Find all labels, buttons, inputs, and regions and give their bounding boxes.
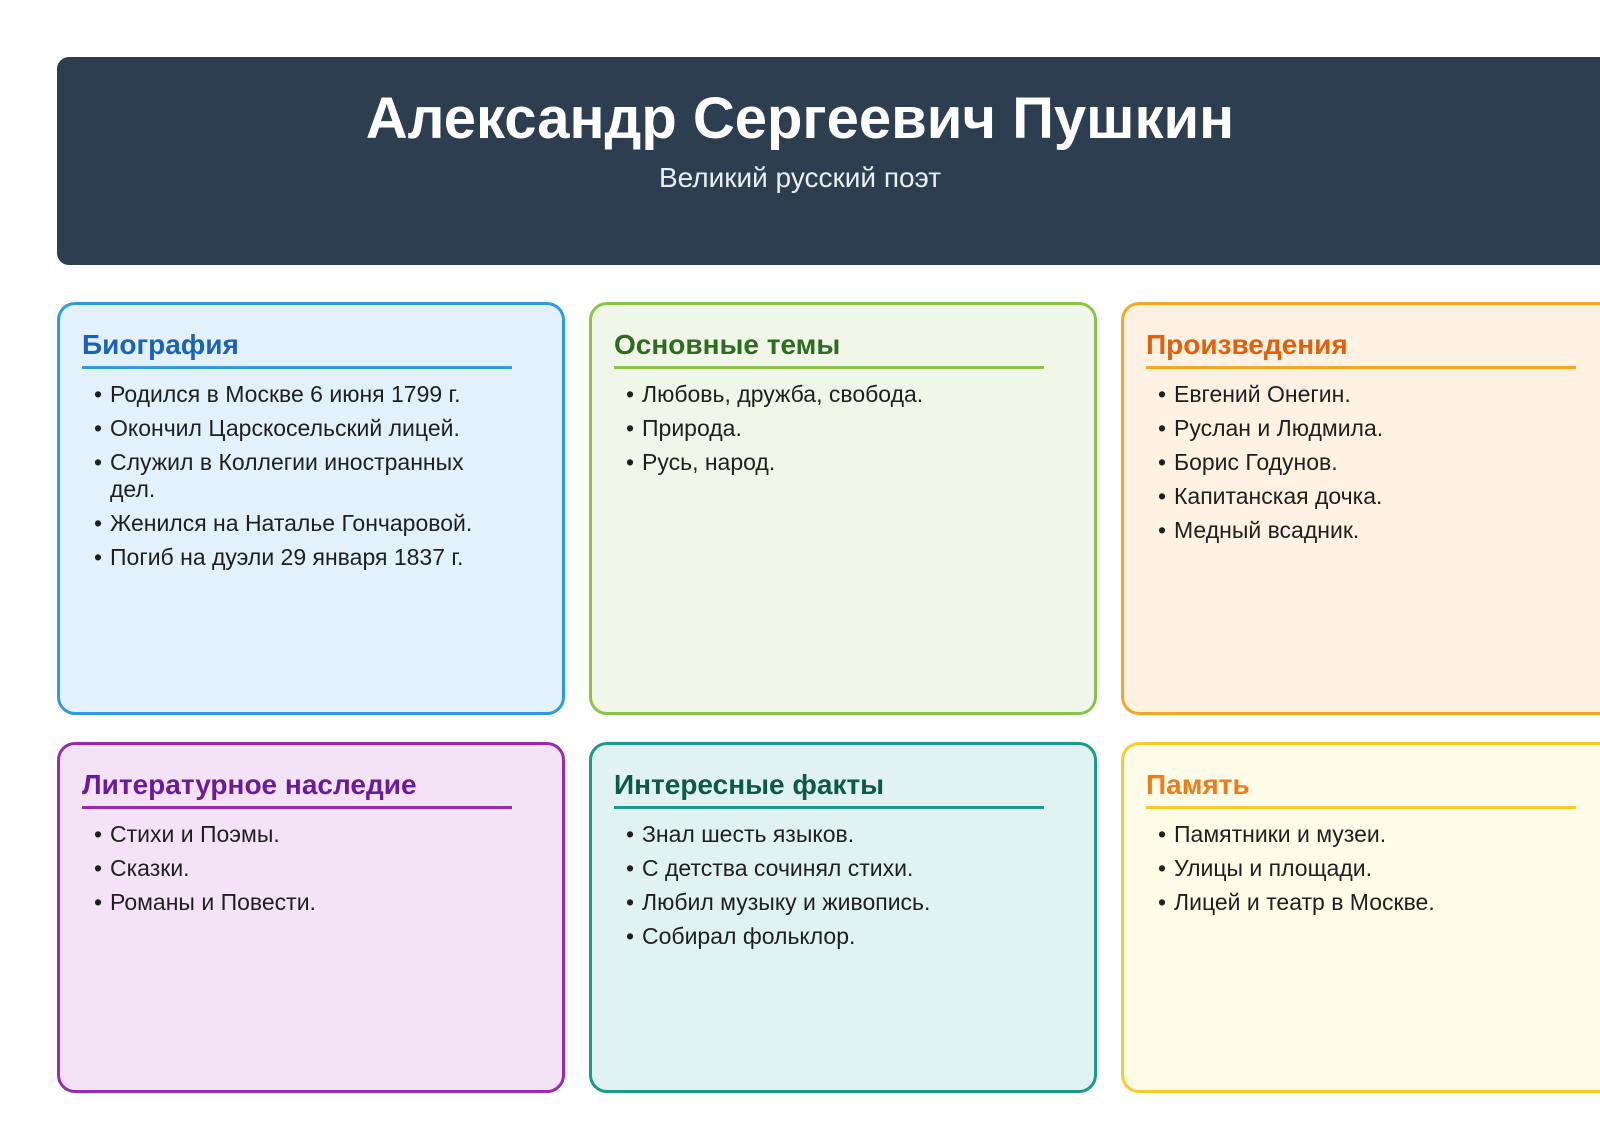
card-legacy bbox=[57, 742, 565, 1093]
list-item: • Служил в Коллегии иностранных дел. bbox=[94, 449, 514, 503]
card-list-legacy bbox=[94, 821, 514, 923]
list-item: • Лицей и театр в Москве. bbox=[1158, 889, 1578, 916]
list-item: • Окончил Царскосельский лицей. bbox=[94, 415, 514, 442]
card-list-memory bbox=[1158, 821, 1578, 923]
list-item: • Женился на Наталье Гончаровой. bbox=[94, 510, 514, 537]
page-title: Александр Сергеевич Пушкин bbox=[365, 86, 1235, 151]
list-item: • Медный всадник. bbox=[1158, 517, 1578, 544]
card-works bbox=[1121, 302, 1600, 715]
list-item: • Стихи и Поэмы. bbox=[94, 821, 514, 848]
list-item: • Погиб на дуэли 29 января 1837 г. bbox=[94, 544, 514, 571]
list-item: • Борис Годунов. bbox=[1158, 449, 1578, 476]
list-item: • Сказки. bbox=[94, 855, 514, 882]
page-subtitle: Великий русский поэт bbox=[658, 162, 942, 193]
list-item: • Родился в Москве 6 июня 1799 г. bbox=[94, 381, 514, 408]
list-item: • Знал шесть языков. bbox=[626, 821, 1046, 848]
card-list-biography bbox=[94, 381, 514, 578]
card-title-legacy: Литературное наследие bbox=[82, 765, 512, 809]
card-title-works: Произведения bbox=[1146, 325, 1576, 369]
list-item: • Любовь, дружба, свобода. bbox=[626, 381, 1046, 408]
card-title-biography: Биография bbox=[82, 325, 512, 369]
card-themes bbox=[589, 302, 1097, 715]
card-memory bbox=[1121, 742, 1600, 1093]
card-title-facts: Интересные факты bbox=[614, 765, 1044, 809]
list-item: • Природа. bbox=[626, 415, 1046, 442]
card-facts bbox=[589, 742, 1097, 1093]
list-item: • Романы и Повести. bbox=[94, 889, 514, 916]
list-item: • Улицы и площади. bbox=[1158, 855, 1578, 882]
list-item: • Русь, народ. bbox=[626, 449, 1046, 476]
card-list-themes bbox=[626, 381, 1046, 483]
list-item: • С детства сочинял стихи. bbox=[626, 855, 1046, 882]
card-title-memory: Память bbox=[1146, 765, 1576, 809]
card-list-facts bbox=[626, 821, 1046, 957]
list-item: • Собирал фольклор. bbox=[626, 923, 1046, 950]
card-title-themes: Основные темы bbox=[614, 325, 1044, 369]
list-item: • Руслан и Людмила. bbox=[1158, 415, 1578, 442]
list-item: • Любил музыку и живопись. bbox=[626, 889, 1046, 916]
list-item: • Капитанская дочка. bbox=[1158, 483, 1578, 510]
card-biography bbox=[57, 302, 565, 715]
list-item: • Памятники и музеи. bbox=[1158, 821, 1578, 848]
list-item: • Евгений Онегин. bbox=[1158, 381, 1578, 408]
card-list-works bbox=[1158, 381, 1578, 551]
